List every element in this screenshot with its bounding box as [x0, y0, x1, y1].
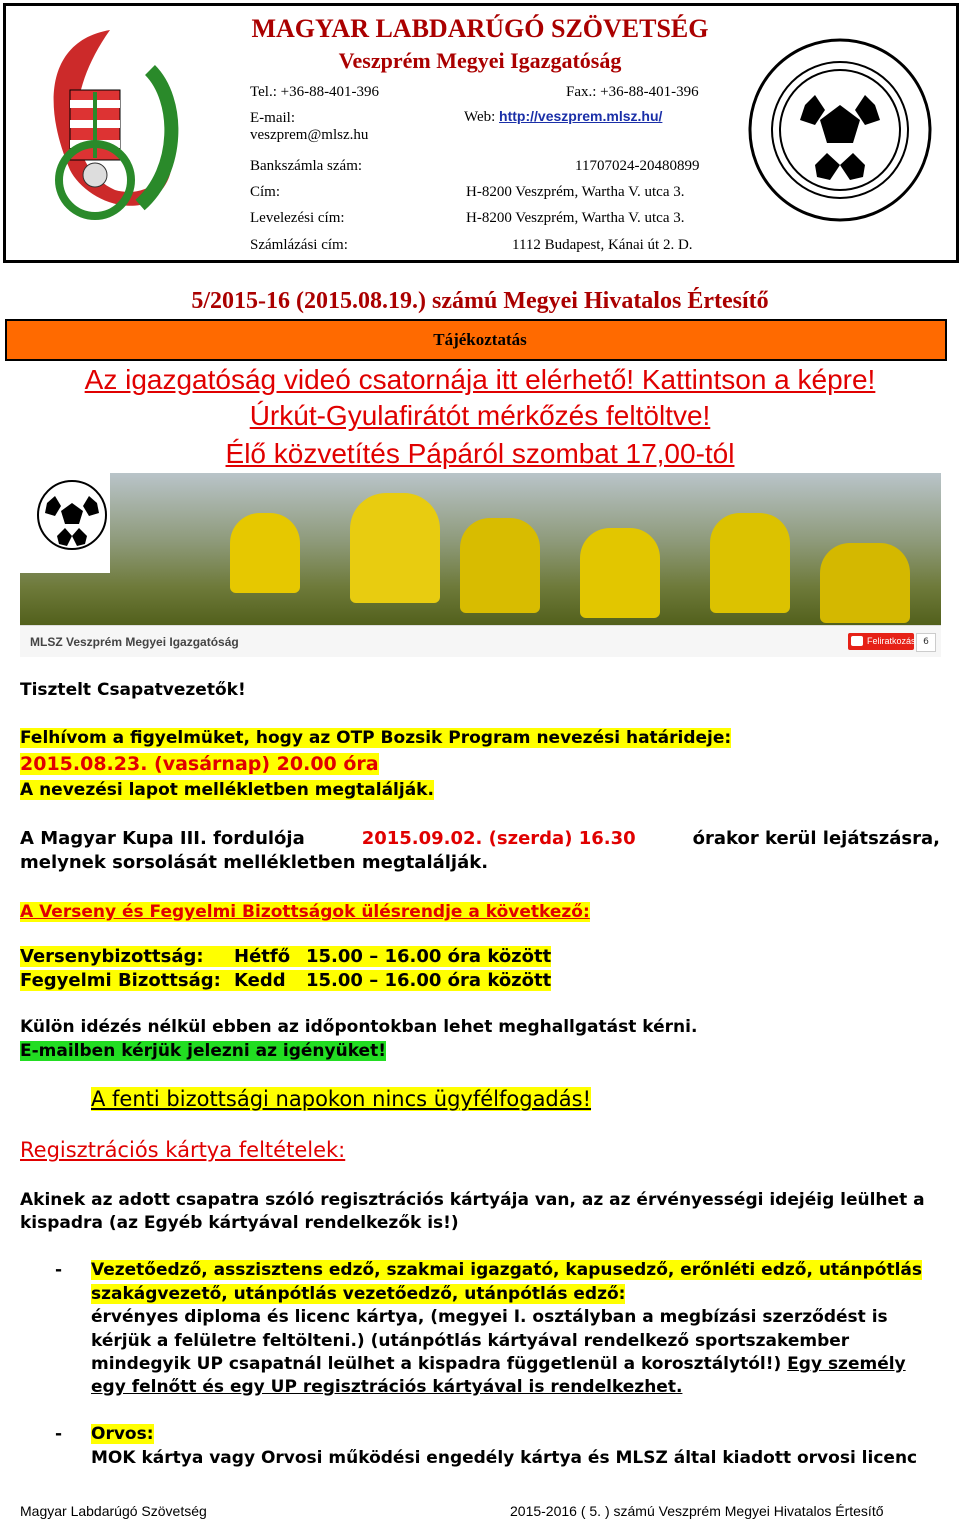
committee-name: Versenybizottság: — [20, 946, 234, 967]
bullet-1-line-5: mindegyik UP csapatnál leülhet a kispadra függetlenül a korosztálytól!) — [91, 1354, 782, 1374]
committee-time: 15.00 – 16.00 óra között — [306, 970, 552, 991]
video-channel-link[interactable]: Az igazgatóság videó csatornája itt elérhető! Kattintson a képre! — [84, 364, 876, 395]
subscribe-label: Feliratkozás — [867, 636, 916, 646]
football-icon — [35, 478, 110, 553]
bozsik-attach: A nevezési lapot mellékletben megtalálják. — [20, 780, 434, 800]
channel-banner-text: MLSZ Veszprém Megyei Igazgatóság — [30, 635, 239, 649]
kupa-pre: A Magyar Kupa III. fordulója — [20, 828, 305, 849]
bullet-2-line-1: Orvos: — [91, 1424, 154, 1444]
footer-left: Magyar Labdarúgó Szövetség — [20, 1503, 207, 1519]
committee-name: Fegyelmi Bizottság: — [20, 970, 234, 991]
reg-intro-2: kispadra (az Egyéb kártyával rendelkezők is!) — [20, 1213, 459, 1233]
video-thumbnail[interactable] — [20, 473, 941, 656]
bullet-dash: - — [55, 1260, 63, 1280]
bank-value: 11707024-20480899 — [575, 158, 700, 174]
committee-row — [20, 946, 551, 967]
subscribe-count: 6 — [916, 633, 936, 652]
szamlazasi-value: 1112 Budapest, Kánai út 2. D. — [512, 237, 693, 253]
fax: Fax.: +36-88-401-396 — [566, 84, 699, 100]
bullet-1-line-4: kérjük a felületre feltölteni.) (utánpótlás kártyával rendelkező sportszakember — [91, 1331, 850, 1351]
email-label: E-mail: — [250, 110, 295, 126]
video-live-link[interactable]: Élő közvetítés Pápáról szombat 17,00-tól — [225, 438, 735, 469]
bullet-1-line-2: szakágvezető, utánpótlás vezetőedző, utánpótlás edző: — [91, 1284, 626, 1304]
bozsik-line: Felhívom a figyelmüket, hogy az OTP Bozsik Program nevezési határideje: — [20, 728, 732, 748]
video-match-link[interactable]: Úrkút-Gyulafirátót mérkőzés feltöltve! — [249, 400, 711, 431]
org-name: MAGYAR LABDARÚGÓ SZÖVETSÉG — [251, 14, 709, 43]
subscribe-button[interactable] — [848, 633, 914, 650]
greeting: Tisztelt Csapatvezetők! — [20, 680, 246, 700]
bulletin-title: 5/2015-16 (2015.08.19.) számú Megyei Hivatalos Értesítő — [191, 288, 769, 314]
levelezesi-value: H-8200 Veszprém, Wartha V. utca 3. — [466, 210, 685, 226]
footer-right: 2015-2016 ( 5. ) számú Veszprém Megyei Hivatalos Értesítő — [510, 1503, 884, 1519]
reg-intro-1: Akinek az adott csapatra szóló regisztrációs kártyája van, az az érvényességi idejéig leülhet a — [20, 1190, 925, 1210]
levelezesi-label: Levelezési cím: — [250, 210, 345, 226]
hearing-line: Külön idézés nélkül ebben az időpontokban lehet meghallgatást kérni. — [20, 1017, 698, 1037]
kupa-line — [20, 828, 940, 849]
bullet-1-line-3: érvényes diploma és licenc kártya, (megyei I. osztályban a megbízási szerződést is — [91, 1307, 888, 1327]
committee-heading: A Verseny és Fegyelmi Bizottságok ülésrendje a következő: — [20, 902, 590, 922]
committee-day: Kedd — [234, 970, 306, 991]
reg-heading: Regisztrációs kártya feltételek: — [20, 1138, 346, 1162]
bozsik-deadline: 2015.08.23. (vasárnap) 20.00 óra — [20, 753, 379, 775]
org-subtitle: Veszprém Megyei Igazgatóság — [338, 48, 622, 73]
web-link[interactable]: http://veszprem.mlsz.hu/ — [499, 108, 663, 124]
tel: Tel.: +36-88-401-396 — [250, 84, 380, 100]
committee-row — [20, 970, 551, 991]
committee-day: Hétfő — [234, 946, 306, 967]
bank-label: Bankszámla szám: — [250, 158, 363, 174]
bullet-2-line-2: MOK kártya vagy Orvosi működési engedély kártya és MLSZ által kiadott orvosi licenc — [91, 1448, 918, 1468]
committee-time: 15.00 – 16.00 óra között — [306, 946, 552, 967]
kupa-date: 2015.09.02. (szerda) 16.30 — [361, 828, 636, 849]
bullet-1-line-5b: Egy személy — [787, 1354, 906, 1374]
web-label: Web: — [464, 109, 496, 125]
info-bar-label: Tájékoztatás — [433, 330, 527, 349]
bullet-1-line-1: Vezetőedző, asszisztens edző, szakmai igazgató, kapusedző, erőnléti edző, utánpótlás — [91, 1260, 923, 1280]
kupa-line2: melynek sorsolását mellékletben megtalálják. — [20, 852, 489, 873]
no-client-day-notice: A fenti bizottsági napokon nincs ügyfélfogadás! — [91, 1087, 591, 1111]
email-request: E-mailben kérjük jelezni az igényüket! — [20, 1041, 386, 1061]
youtube-icon — [851, 636, 863, 646]
szamlazasi-label: Számlázási cím: — [250, 237, 348, 253]
cim-label: Cím: — [250, 184, 281, 200]
bullet-dash: - — [55, 1424, 63, 1444]
cim-value: H-8200 Veszprém, Wartha V. utca 3. — [466, 184, 685, 200]
kupa-post: órakor kerül lejátszásra, — [692, 828, 940, 849]
email-value[interactable]: veszprem@mlsz.hu — [250, 127, 369, 143]
bullet-1-line-6: egy felnőtt és egy UP regisztrációs kártyával is rendelkezhet. — [91, 1377, 683, 1397]
